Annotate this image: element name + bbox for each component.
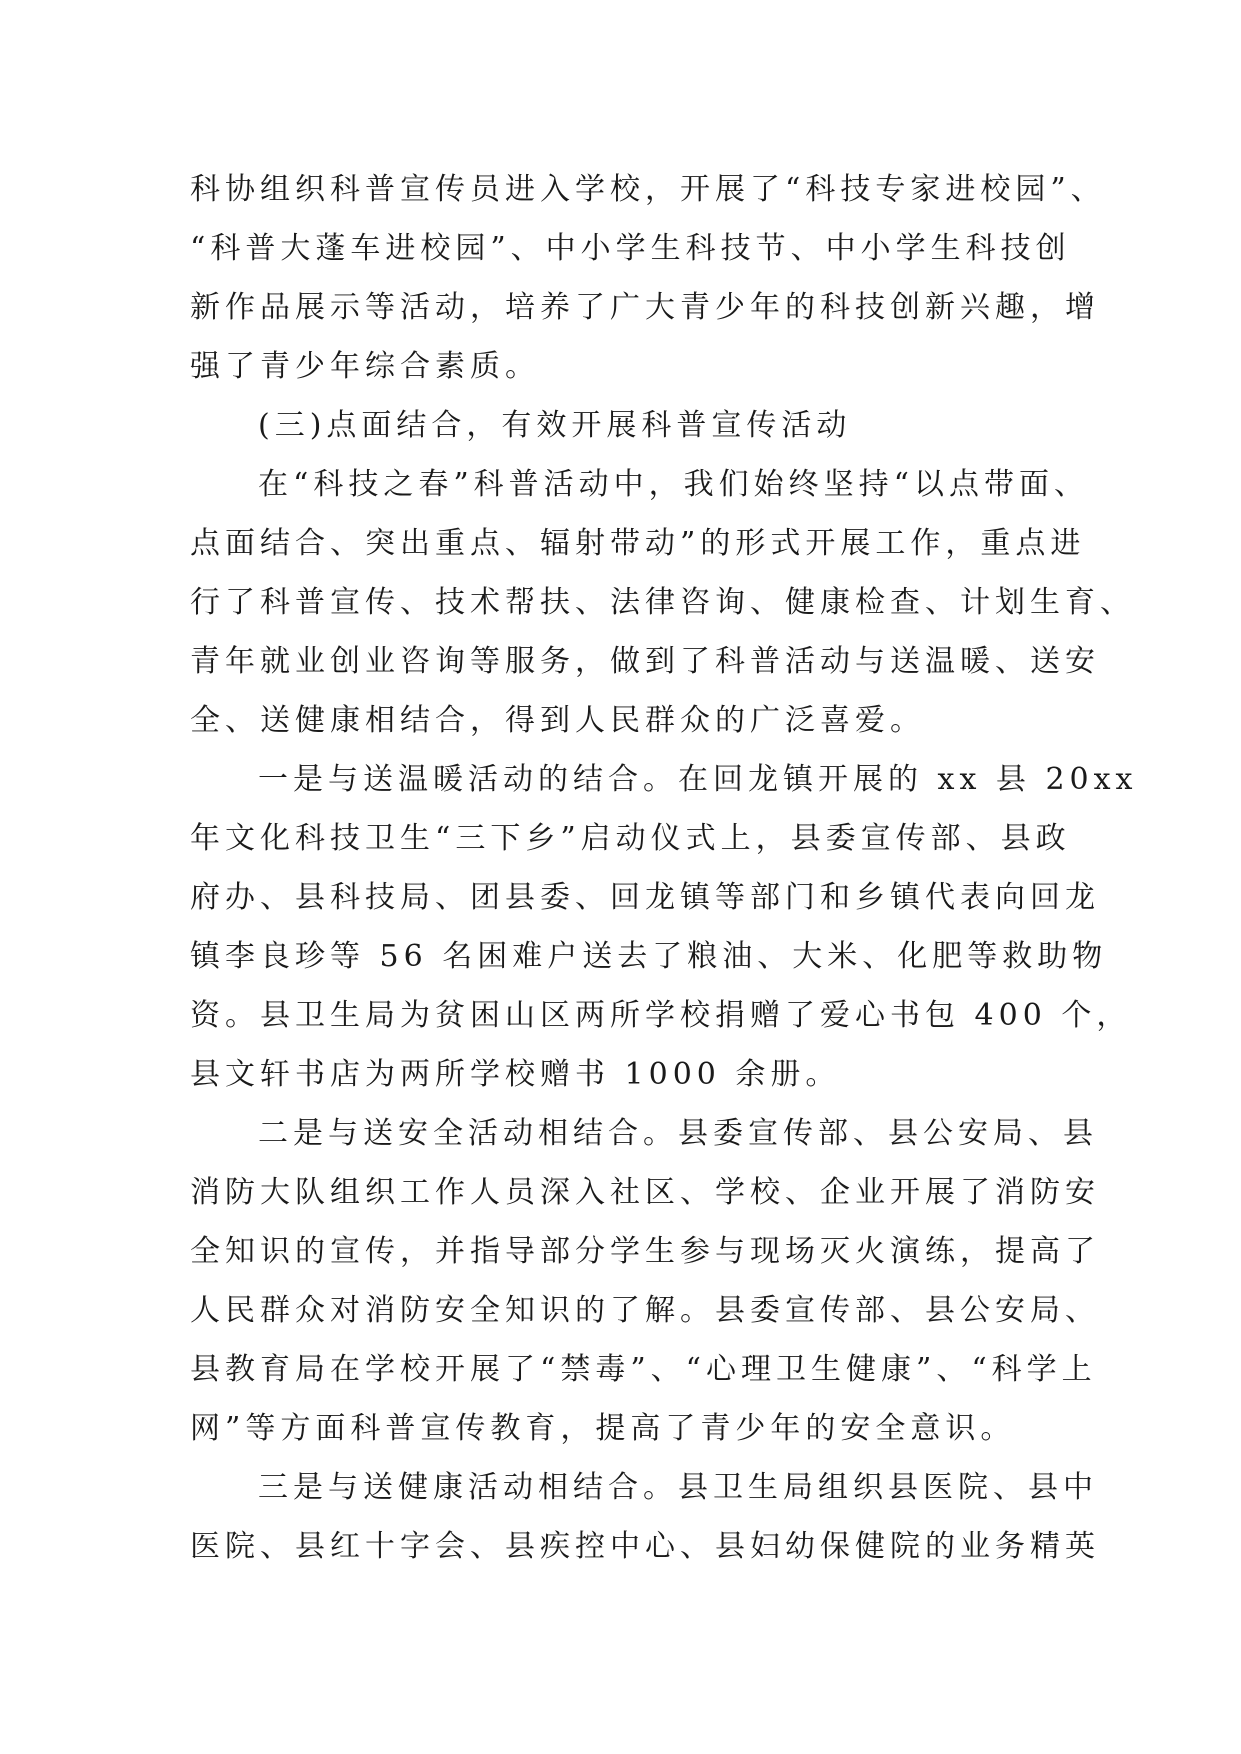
text-line: 全、送健康相结合，得到人民群众的广泛喜爱。 — [190, 703, 925, 738]
text-line: 镇李良珍等 56 名困难户送去了粮油、大米、化肥等救助物 — [190, 939, 1108, 974]
text-line: 网”等方面科普宣传教育，提高了青少年的安全意识。 — [190, 1411, 1016, 1446]
text-line: 科协组织科普宣传员进入学校，开展了“科技专家进校园”、 — [190, 172, 1106, 207]
text-line: 在“科技之春”科普活动中，我们始终坚持“以点带面、 — [258, 467, 1090, 502]
text-line: 全知识的宣传，并指导部分学生参与现场灭火演练，提高了 — [190, 1234, 1100, 1269]
text-line: 人民群众对消防安全知识的了解。县委宣传部、县公安局、 — [190, 1293, 1100, 1328]
text-line: 二是与送安全活动相结合。县委宣传部、县公安局、县 — [258, 1116, 1098, 1151]
text-line: 一是与送温暖活动的结合。在回龙镇开展的 xx 县 20xx — [258, 762, 1138, 797]
text-line: 强了青少年综合素质。 — [190, 349, 540, 384]
text-line: 县文轩书店为两所学校赠书 1000 余册。 — [190, 1057, 841, 1092]
text-line: 新作品展示等活动，培养了广大青少年的科技创新兴趣，增 — [190, 290, 1100, 325]
text-line: 三是与送健康活动相结合。县卫生局组织县医院、县中 — [258, 1470, 1098, 1505]
text-line: 行了科普宣传、技术帮扶、法律咨询、健康检查、计划生育、 — [190, 585, 1135, 620]
text-line: (三)点面结合，有效开展科普宣传活动 — [258, 408, 852, 443]
text-line: 点面结合、突出重点、辐射带动”的形式开展工作，重点进 — [190, 526, 1086, 561]
text-line: 消防大队组织工作人员深入社区、学校、企业开展了消防安 — [190, 1175, 1100, 1210]
text-line: 资。县卫生局为贫困山区两所学校捐赠了爱心书包 400 个， — [190, 998, 1132, 1033]
text-line: “科普大蓬车进校园”、中小学生科技节、中小学生科技创 — [190, 231, 1071, 266]
text-line: 医院、县红十字会、县疾控中心、县妇幼保健院的业务精英 — [190, 1529, 1100, 1564]
text-line: 府办、县科技局、团县委、回龙镇等部门和乡镇代表向回龙 — [190, 880, 1100, 915]
text-line: 年文化科技卫生“三下乡”启动仪式上，县委宣传部、县政 — [190, 821, 1071, 856]
text-line: 青年就业创业咨询等服务，做到了科普活动与送温暖、送安 — [190, 644, 1100, 679]
text-line: 县教育局在学校开展了“禁毒”、“心理卫生健康”、“科学上 — [190, 1352, 1097, 1387]
document-body — [190, 160, 1138, 1576]
